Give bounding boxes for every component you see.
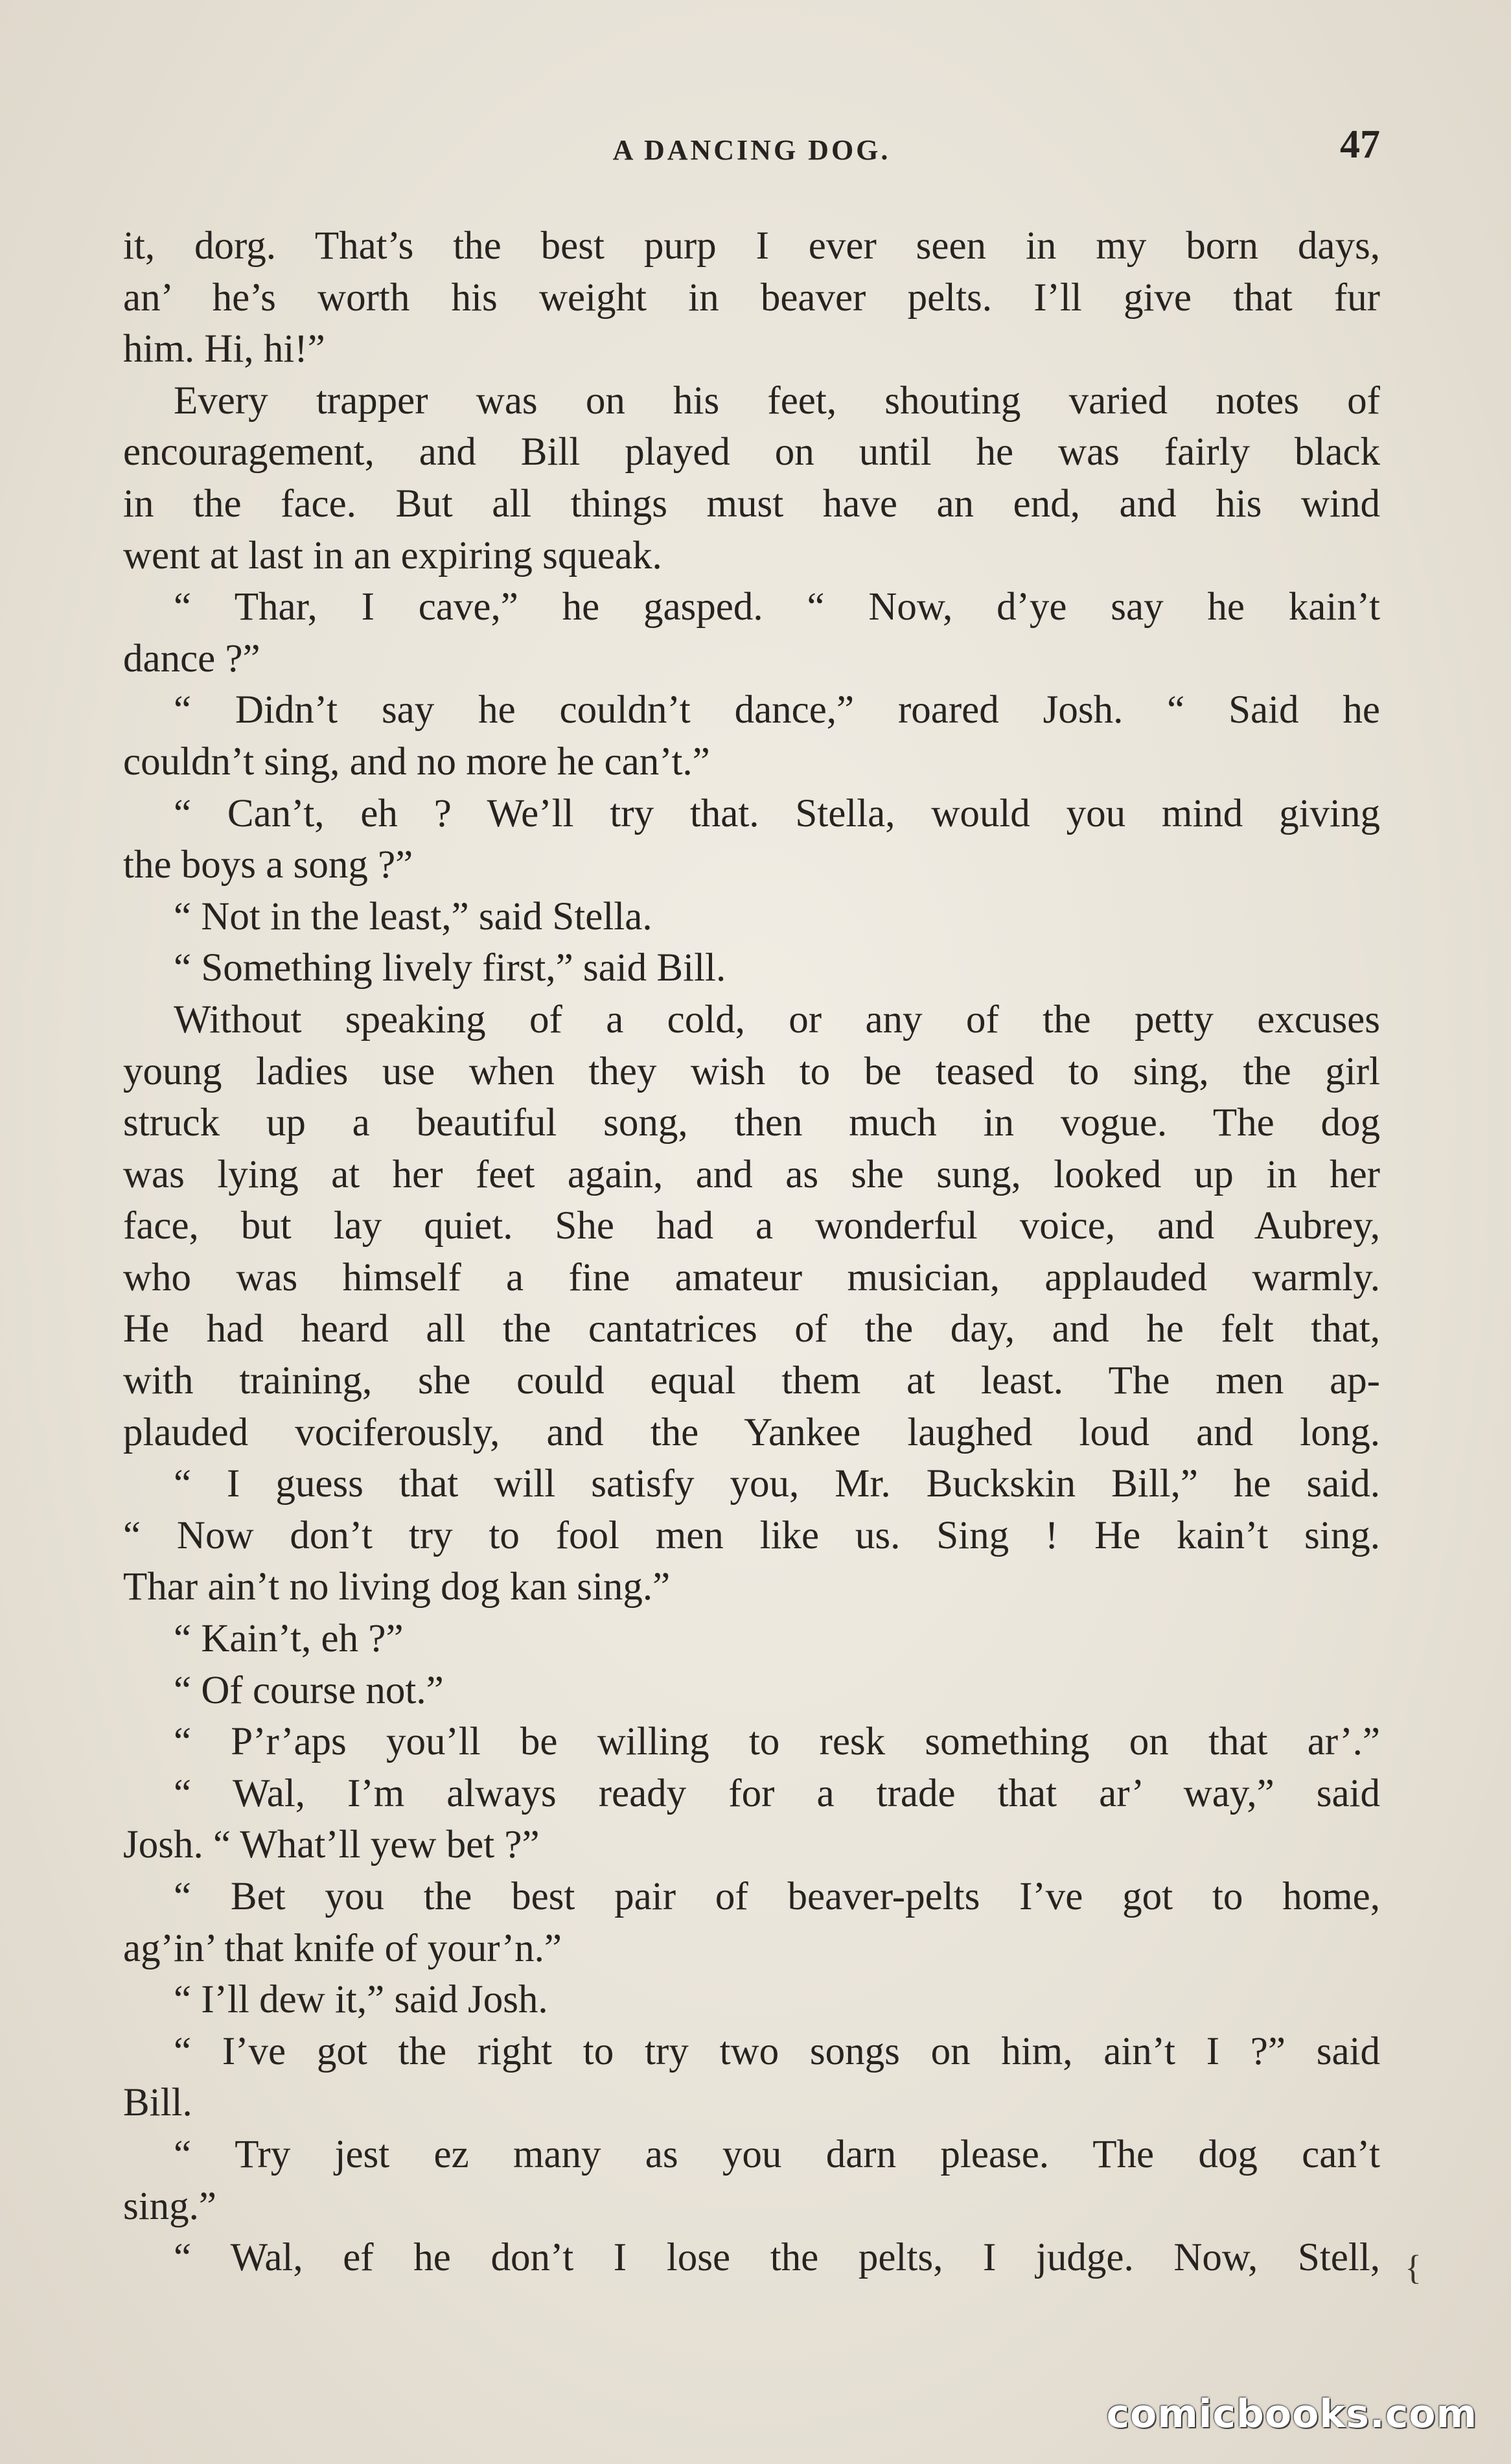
text-line: “ Now don’t try to fool men like us. Sing ! He kain’t sing.	[123, 1513, 1380, 1557]
text-line: “ I guess that will satisfy you, Mr. Buckskin Bill,” he said.	[174, 1462, 1380, 1506]
text-line: “ Didn’t say he couldn’t dance,” roared Josh. “ Said he	[174, 688, 1380, 732]
text-line: who was himself a fine amateur musician, applauded warmly.	[123, 1255, 1380, 1299]
text-line: “ I’ll dew it,” said Josh.	[174, 1978, 548, 2022]
text-line: in the face. But all things must have an end, and his wind	[123, 482, 1380, 526]
text-line: Every trapper was on his feet, shouting varied notes of	[174, 378, 1380, 423]
text-line: was lying at her feet again, and as she sung, looked up in her	[123, 1152, 1380, 1196]
text-line: “ Something lively first,” said Bill.	[174, 946, 726, 990]
body-text	[123, 220, 1380, 2284]
text-line: sing.”	[123, 2184, 217, 2228]
text-line: the boys a song ?”	[123, 843, 413, 887]
text-line: “ I’ve got the right to try two songs on him, ain’t I ?” said	[174, 2029, 1380, 2073]
watermark: comicbooks.com	[1106, 2391, 1477, 2437]
text-line: “ Wal, I’m always ready for a trade that ar’ way,” said	[174, 1771, 1380, 1815]
text-line: plauded vociferously, and the Yankee laughed loud and long.	[123, 1410, 1380, 1454]
text-line: He had heard all the cantatrices of the day, and he felt that,	[123, 1307, 1380, 1351]
text-line: “ Try jest ez many as you darn please. The dog can’t	[174, 2132, 1380, 2176]
text-line: Without speaking of a cold, or any of the petty excuses	[174, 997, 1380, 1041]
text-line: “ Not in the least,” said Stella.	[174, 894, 652, 938]
text-line: struck up a beautiful song, then much in vogue. The dog	[123, 1101, 1380, 1145]
page-header	[123, 122, 1380, 180]
text-line: ag’in’ that knife of your’n.”	[123, 1926, 562, 1970]
text-line: “ Kain’t, eh ?”	[174, 1617, 404, 1661]
text-line: “ Thar, I cave,” he gasped. “ Now, d’ye say he kain’t	[174, 585, 1380, 629]
text-line: dance ?”	[123, 636, 260, 680]
text-line: Thar ain’t no living dog kan sing.”	[123, 1565, 671, 1609]
text-line: an’ he’s worth his weight in beaver pelts. I’ll give that fur	[123, 275, 1380, 320]
text-line: encouragement, and Bill played on until he was fairly black	[123, 430, 1380, 474]
running-head: A DANCING DOG.	[612, 134, 891, 166]
page-number: 47	[1340, 122, 1380, 167]
text-line: went at last in an expiring squeak.	[123, 533, 662, 577]
text-line: “ Bet you the best pair of beaver-pelts I’ve got to home,	[174, 1875, 1380, 1918]
text-line: face, but lay quiet. She had a wonderful voice, and Aubrey,	[123, 1204, 1380, 1248]
text-line: young ladies use when they wish to be teased to sing, the girl	[123, 1049, 1380, 1093]
text-line: “ Can’t, eh ? We’ll try that. Stella, would you mind giving	[174, 791, 1380, 835]
text-line: “ Of course not.”	[174, 1668, 444, 1712]
text-line: it, dorg. That’s the best purp I ever seen in my born days,	[123, 224, 1380, 268]
text-line: couldn’t sing, and no more he can’t.”	[123, 739, 710, 784]
text-line: “ P’r’aps you’ll be willing to resk something on that ar’.”	[174, 1720, 1380, 1764]
text-line: with training, she could equal them at least. The men ap-	[123, 1359, 1380, 1403]
margin-mark: {	[1405, 2248, 1422, 2287]
text-line: Bill.	[123, 2081, 192, 2125]
text-line: him. Hi, hi!”	[123, 327, 325, 371]
text-line: “ Wal, ef he don’t I lose the pelts, I judge. Now, Stell,	[174, 2236, 1380, 2280]
text-line: Josh. “ What’ll yew bet ?”	[123, 1823, 540, 1867]
